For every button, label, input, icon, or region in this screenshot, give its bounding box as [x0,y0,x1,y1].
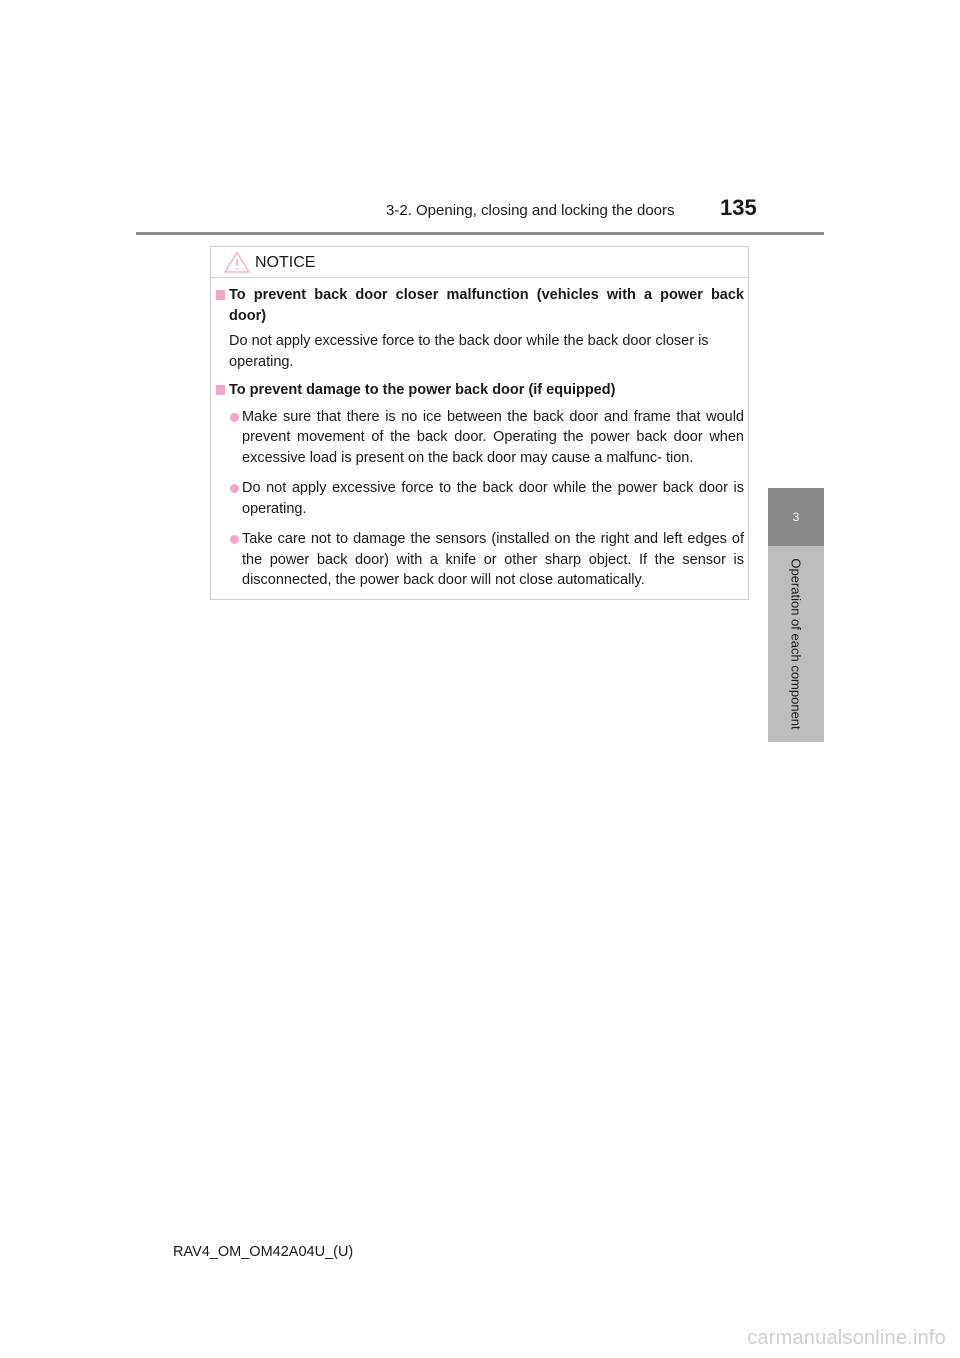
notice-bullet [216,529,744,591]
document-code: RAV4_OM_OM42A04U_(U) [173,1244,354,1260]
square-bullet-icon [216,385,225,395]
notice-item-heading [216,285,744,326]
notice-bullet-text: Make sure that there is no ice between the back door and frame that would prevent movement of the back door. Operating the power back door when excessive load is present on the back door may cause a malfunc- tion. [242,408,744,466]
notice-body [216,285,744,591]
page-number: 135 [720,195,757,220]
notice-title: NOTICE [255,254,316,271]
chapter-label: Operation of each component [788,558,804,730]
spacer [216,372,744,380]
notice-bullet [216,478,744,519]
notice-item-text: Do not apply excessive force to the back door while the back door closer is operating. [229,333,709,370]
notice-item-heading-text: To prevent damage to the power back door (if equipped) [229,382,616,398]
warning-triangle-icon [224,251,250,273]
notice-bullet-text: Do not apply excessive force to the back door while the power back door is operating. [242,480,744,517]
circle-bullet-icon [230,484,239,493]
notice-header [211,247,748,278]
notice-item-heading [216,380,744,401]
square-bullet-icon [216,290,225,300]
chapter-number: 3 [792,510,800,524]
notice-bullet-text: Take care not to damage the sensors (installed on the right and left edges of the power back door) with a knife or other sharp object. If the sensor is disconnected, the power back door will not close automatically. [242,531,744,588]
circle-bullet-icon [230,413,239,422]
circle-bullet-icon [230,535,239,544]
watermark: carmanualsonline.info [747,1327,946,1349]
header-section-title: 3-2. Opening, closing and locking the doors [386,202,675,219]
notice-box [210,246,749,600]
chapter-tab [768,488,824,546]
notice-item-heading-text: To prevent back door closer malfunction (vehicles with a power back door) [229,287,744,324]
header-rule [136,232,824,235]
notice-bullet [216,407,744,469]
